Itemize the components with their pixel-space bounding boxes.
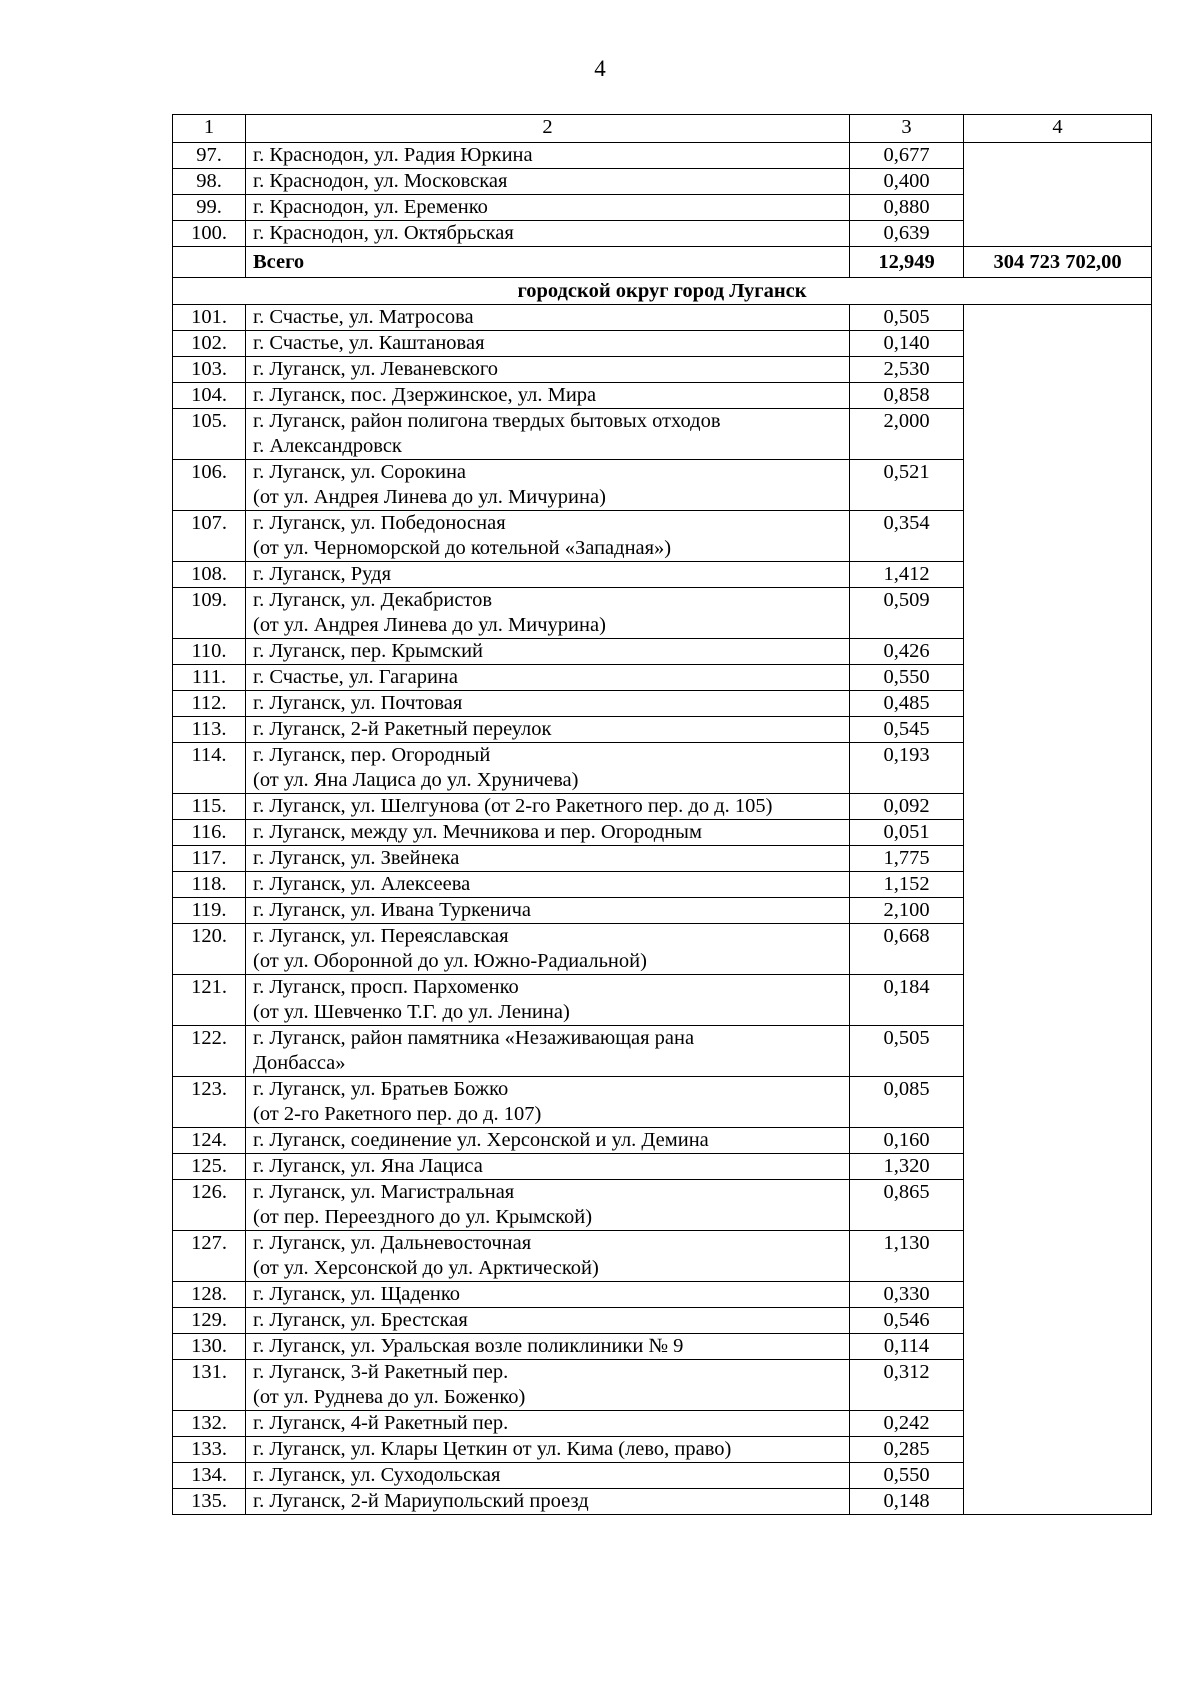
road-name xyxy=(246,898,850,924)
road-length: 0,184 xyxy=(850,975,964,1026)
header-cell-1: 1 xyxy=(173,115,246,143)
road-name-line: (от ул. Андрея Линева до ул. Мичурина) xyxy=(253,486,606,508)
row-number: 128. xyxy=(173,1282,246,1308)
total-length: 12,949 xyxy=(850,247,964,278)
road-name xyxy=(246,1231,850,1282)
row-number: 126. xyxy=(173,1180,246,1231)
road-name-line: г. Луганск, 3-й Ракетный пер. xyxy=(253,1361,509,1383)
road-name-line: г. Краснодон, ул. Московская xyxy=(253,170,508,192)
road-name-line: г. Луганск, соединение ул. Херсонской и ул. Демина xyxy=(253,1129,709,1151)
road-length: 0,051 xyxy=(850,820,964,846)
row-number: 105. xyxy=(173,409,246,460)
road-name-line: г. Луганск, ул. Победоносная xyxy=(253,512,506,534)
road-length: 0,668 xyxy=(850,924,964,975)
road-name-line: г. Луганск, ул. Леваневского xyxy=(253,358,499,380)
road-length: 0,085 xyxy=(850,1077,964,1128)
road-length: 0,505 xyxy=(850,305,964,331)
road-name-line: г. Луганск, ул. Почтовая xyxy=(253,692,463,714)
road-length: 0,160 xyxy=(850,1128,964,1154)
road-name-line: г. Краснодон, ул. Радия Юркина xyxy=(253,144,533,166)
road-name xyxy=(246,1128,850,1154)
road-length: 0,545 xyxy=(850,717,964,743)
road-name-line: г. Луганск, ул. Дальневосточная xyxy=(253,1232,532,1254)
road-name xyxy=(246,1308,850,1334)
road-name xyxy=(246,357,850,383)
row-number: 119. xyxy=(173,898,246,924)
road-length: 0,242 xyxy=(850,1411,964,1437)
road-name-line: г. Луганск, Рудя xyxy=(253,563,391,585)
row-number: 107. xyxy=(173,511,246,562)
road-name xyxy=(246,1360,850,1411)
road-name-line: г. Краснодон, ул. Еременко xyxy=(253,196,488,218)
road-length: 1,152 xyxy=(850,872,964,898)
road-name-line: г. Луганск, ул. Сорокина xyxy=(253,461,467,483)
road-name-line: г. Луганск, ул. Алексеева xyxy=(253,873,471,895)
row-number: 102. xyxy=(173,331,246,357)
road-name xyxy=(246,665,850,691)
road-name xyxy=(246,195,850,221)
road-name xyxy=(246,1463,850,1489)
road-name xyxy=(246,1077,850,1128)
road-list-table xyxy=(172,114,1152,1515)
road-name-line: г. Луганск, пер. Огородный xyxy=(253,744,491,766)
row-number: 101. xyxy=(173,305,246,331)
row-number: 109. xyxy=(173,588,246,639)
total-number-cell xyxy=(173,247,246,278)
road-name xyxy=(246,717,850,743)
road-name xyxy=(246,639,850,665)
road-name xyxy=(246,169,850,195)
road-length: 0,865 xyxy=(850,1180,964,1231)
road-name-line: г. Луганск, 2-й Ракетный переулок xyxy=(253,718,552,740)
row-number: 113. xyxy=(173,717,246,743)
road-name-line: г. Луганск, ул. Ивана Туркенича xyxy=(253,899,532,921)
road-name-line: (от ул. Черноморской до котельной «Западная») xyxy=(253,537,672,559)
row-number: 104. xyxy=(173,383,246,409)
row-number: 108. xyxy=(173,562,246,588)
road-name-line: (от ул. Яна Лациса до ул. Хруничева) xyxy=(253,769,579,791)
road-length: 0,880 xyxy=(850,195,964,221)
road-name xyxy=(246,846,850,872)
road-length: 0,285 xyxy=(850,1437,964,1463)
road-length: 0,400 xyxy=(850,169,964,195)
row-number: 115. xyxy=(173,794,246,820)
road-length: 2,530 xyxy=(850,357,964,383)
road-name-line: г. Луганск, ул. Яна Лациса xyxy=(253,1155,483,1177)
total-sum: 304 723 702,00 xyxy=(964,247,1152,278)
road-length: 0,521 xyxy=(850,460,964,511)
row-number: 123. xyxy=(173,1077,246,1128)
row-number: 127. xyxy=(173,1231,246,1282)
row-number: 129. xyxy=(173,1308,246,1334)
row-number: 106. xyxy=(173,460,246,511)
road-name-line: г. Счастье, ул. Каштановая xyxy=(253,332,485,354)
road-name-line: г. Луганск, район памятника «Незаживающая рана xyxy=(253,1027,695,1049)
road-length: 0,312 xyxy=(850,1360,964,1411)
row-number: 100. xyxy=(173,221,246,247)
row-number: 124. xyxy=(173,1128,246,1154)
road-length: 0,354 xyxy=(850,511,964,562)
road-name xyxy=(246,1334,850,1360)
road-name xyxy=(246,1180,850,1231)
header-cell-3: 3 xyxy=(850,115,964,143)
road-name-line: г. Луганск, ул. Уральская возле поликлиники № 9 xyxy=(253,1335,684,1357)
road-name xyxy=(246,1026,850,1077)
road-name-line: г. Луганск, ул. Клары Цеткин от ул. Кима (лево, право) xyxy=(253,1438,732,1460)
road-name-line: г. Луганск, ул. Суходольская xyxy=(253,1464,501,1486)
road-length: 1,775 xyxy=(850,846,964,872)
road-length: 0,639 xyxy=(850,221,964,247)
road-name-line: (от ул. Андрея Линева до ул. Мичурина) xyxy=(253,614,606,636)
row-number: 122. xyxy=(173,1026,246,1077)
road-name-line: г. Луганск, ул. Щаденко xyxy=(253,1283,461,1305)
road-length: 0,550 xyxy=(850,665,964,691)
page-number: 4 xyxy=(594,56,606,81)
road-name-line: г. Луганск, ул. Братьев Божко xyxy=(253,1078,509,1100)
row-number: 120. xyxy=(173,924,246,975)
road-name xyxy=(246,1437,850,1463)
road-length: 0,858 xyxy=(850,383,964,409)
cost-cell-group1 xyxy=(964,143,1152,247)
road-name-line: г. Счастье, ул. Матросова xyxy=(253,306,474,328)
road-name-line: г. Луганск, ул. Брестская xyxy=(253,1309,468,1331)
road-name xyxy=(246,511,850,562)
row-number: 130. xyxy=(173,1334,246,1360)
road-length: 0,505 xyxy=(850,1026,964,1077)
road-length: 0,193 xyxy=(850,743,964,794)
road-length: 0,485 xyxy=(850,691,964,717)
road-name xyxy=(246,221,850,247)
road-length: 0,140 xyxy=(850,331,964,357)
road-name xyxy=(246,305,850,331)
row-number: 133. xyxy=(173,1437,246,1463)
road-name-line: (от пер. Переездного до ул. Крымской) xyxy=(253,1206,593,1228)
road-name xyxy=(246,1411,850,1437)
road-name-line: г. Луганск, ул. Магистральная xyxy=(253,1181,515,1203)
road-length: 0,677 xyxy=(850,143,964,169)
row-number: 103. xyxy=(173,357,246,383)
road-name xyxy=(246,383,850,409)
road-name-line: г. Луганск, пер. Крымский xyxy=(253,640,484,662)
road-name xyxy=(246,924,850,975)
road-name-line: (от ул. Шевченко Т.Г. до ул. Ленина) xyxy=(253,1001,570,1023)
road-name-line: г. Луганск, просп. Пархоменко xyxy=(253,976,519,998)
road-name xyxy=(246,743,850,794)
road-name xyxy=(246,975,850,1026)
total-label: Всего xyxy=(246,247,850,278)
row-number: 97. xyxy=(173,143,246,169)
cost-cell-group2 xyxy=(964,305,1152,1515)
road-name-line: г. Александровск xyxy=(253,435,402,457)
road-name xyxy=(246,409,850,460)
row-number: 125. xyxy=(173,1154,246,1180)
row-number: 99. xyxy=(173,195,246,221)
road-name-line: г. Счастье, ул. Гагарина xyxy=(253,666,458,688)
road-name-line: г. Краснодон, ул. Октябрьская xyxy=(253,222,514,244)
road-name xyxy=(246,588,850,639)
road-name-line: (от 2-го Ракетного пер. до д. 107) xyxy=(253,1103,542,1125)
road-length: 0,114 xyxy=(850,1334,964,1360)
table-row xyxy=(173,143,1152,169)
road-name-line: г. Луганск, пос. Дзержинское, ул. Мира xyxy=(253,384,597,406)
road-name-line: г. Луганск, ул. Шелгунова (от 2-го Ракетного пер. до д. 105) xyxy=(253,795,773,817)
section-title: городской округ город Луганск xyxy=(173,278,1152,305)
road-length: 0,426 xyxy=(850,639,964,665)
header-cell-4: 4 xyxy=(964,115,1152,143)
row-number: 112. xyxy=(173,691,246,717)
road-name xyxy=(246,691,850,717)
road-name xyxy=(246,1282,850,1308)
table-row xyxy=(173,305,1152,331)
road-name xyxy=(246,562,850,588)
road-length: 0,509 xyxy=(850,588,964,639)
row-number: 110. xyxy=(173,639,246,665)
road-length: 1,130 xyxy=(850,1231,964,1282)
row-number: 117. xyxy=(173,846,246,872)
road-name xyxy=(246,820,850,846)
table-header-row xyxy=(173,115,1152,143)
road-name xyxy=(246,794,850,820)
road-name-line: (от ул. Херсонской до ул. Арктической) xyxy=(253,1257,599,1279)
section-row xyxy=(173,278,1152,305)
road-length: 0,092 xyxy=(850,794,964,820)
road-name xyxy=(246,872,850,898)
row-number: 132. xyxy=(173,1411,246,1437)
road-length: 1,320 xyxy=(850,1154,964,1180)
total-row xyxy=(173,247,1152,278)
road-name-line: г. Луганск, 2-й Мариупольский проезд xyxy=(253,1490,589,1512)
row-number: 114. xyxy=(173,743,246,794)
header-cell-2: 2 xyxy=(246,115,850,143)
row-number: 131. xyxy=(173,1360,246,1411)
road-length: 1,412 xyxy=(850,562,964,588)
row-number: 134. xyxy=(173,1463,246,1489)
road-length: 0,330 xyxy=(850,1282,964,1308)
road-length: 2,100 xyxy=(850,898,964,924)
road-length: 0,550 xyxy=(850,1463,964,1489)
row-number: 111. xyxy=(173,665,246,691)
road-name-line: г. Луганск, ул. Переяславская xyxy=(253,925,509,947)
row-number: 121. xyxy=(173,975,246,1026)
road-name xyxy=(246,143,850,169)
road-name-line: г. Луганск, ул. Звейнека xyxy=(253,847,460,869)
row-number: 98. xyxy=(173,169,246,195)
row-number: 135. xyxy=(173,1489,246,1515)
road-name xyxy=(246,1489,850,1515)
road-name-line: Донбасса» xyxy=(253,1052,346,1074)
row-number: 118. xyxy=(173,872,246,898)
road-name-line: г. Луганск, район полигона твердых бытовых отходов xyxy=(253,410,721,432)
row-number: 116. xyxy=(173,820,246,846)
road-name xyxy=(246,460,850,511)
road-length: 2,000 xyxy=(850,409,964,460)
road-length: 0,546 xyxy=(850,1308,964,1334)
road-name-line: г. Луганск, между ул. Мечникова и пер. Огородным xyxy=(253,821,702,843)
road-length: 0,148 xyxy=(850,1489,964,1515)
road-name-line: г. Луганск, ул. Декабристов xyxy=(253,589,493,611)
road-name-line: г. Луганск, 4-й Ракетный пер. xyxy=(253,1412,509,1434)
road-name-line: (от ул. Руднева до ул. Боженко) xyxy=(253,1386,526,1408)
road-name xyxy=(246,331,850,357)
road-name xyxy=(246,1154,850,1180)
road-name-line: (от ул. Оборонной до ул. Южно-Радиальной) xyxy=(253,950,647,972)
